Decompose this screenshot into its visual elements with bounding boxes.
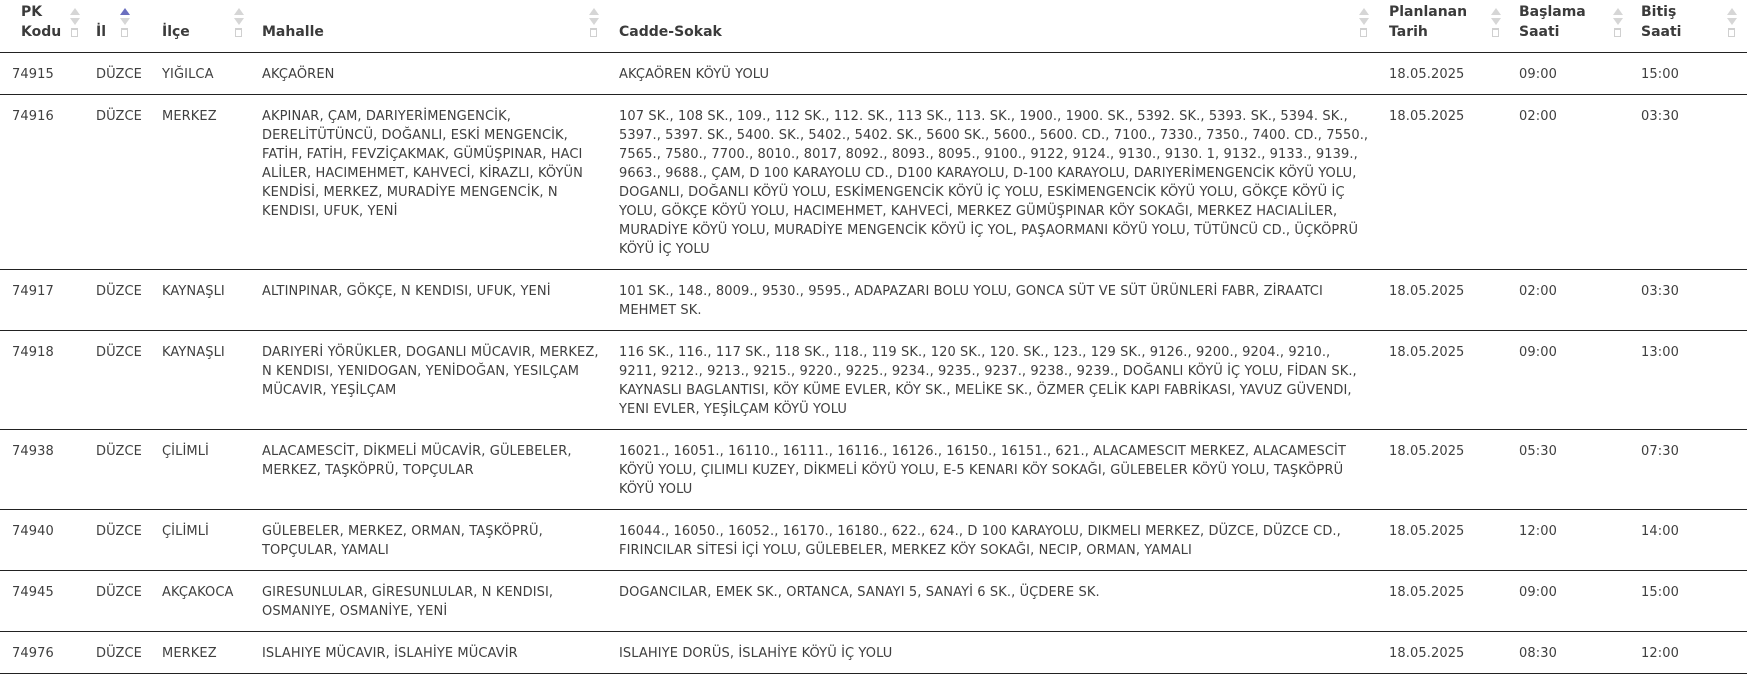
col-header-baslama-saati[interactable]: Başlama Saati bbox=[1511, 0, 1633, 52]
cell-ilce: YIĞILCA bbox=[162, 67, 214, 82]
cell-il: DÜZCE bbox=[96, 524, 142, 539]
sort-arrows-icon[interactable] bbox=[68, 8, 82, 40]
col-header-il[interactable]: İl bbox=[96, 0, 162, 52]
cell-pk-kodu: 74917 bbox=[12, 284, 54, 299]
cell-pk-kodu: 74940 bbox=[12, 524, 54, 539]
cell-bitis-saati: 03:30 bbox=[1641, 284, 1679, 299]
cell-mahalle: ALACAMESCİT, DİKMELİ MÜCAVİR, GÜLEBELER, MERKEZ, TAŞKÖPRÜ, TOPÇULAR bbox=[262, 444, 572, 478]
cell-ilce: AKÇAKOCA bbox=[162, 585, 234, 600]
cell-ilce: KAYNAŞLI bbox=[162, 284, 225, 299]
sort-arrows-icon[interactable] bbox=[232, 8, 246, 40]
cell-baslama-saati: 09:00 bbox=[1519, 67, 1557, 82]
sort-arrows-icon[interactable] bbox=[587, 8, 601, 40]
cell-mahalle: AKÇAÖREN bbox=[262, 67, 335, 82]
cell-ilce: KAYNAŞLI bbox=[162, 345, 225, 360]
filter-icon[interactable] bbox=[1492, 28, 1499, 37]
col-header-pk-kodu[interactable]: PK Kodu bbox=[0, 0, 96, 52]
cell-cadde-sokak: 16044., 16050., 16052., 16170., 16180., 622., 624., D 100 KARAYOLU, DIKMELI MERKEZ, DÜZCE, DÜZCE CD., FIRINCILAR SİTESİ İÇİ YOLU, GÜLEBELER, MERKEZ KÖY SOKAĞI, NECIP, ORMAN, YAMALI bbox=[619, 524, 1341, 558]
sort-arrows-icon[interactable] bbox=[1725, 8, 1739, 40]
cell-mahalle: GÜLEBELER, MERKEZ, ORMAN, TAŞKÖPRÜ, TOPÇULAR, YAMALI bbox=[262, 524, 543, 558]
filter-icon[interactable] bbox=[1614, 28, 1621, 37]
cell-bitis-saati: 07:30 bbox=[1641, 444, 1679, 459]
table-row bbox=[0, 571, 1747, 632]
cell-bitis-saati: 12:00 bbox=[1641, 646, 1679, 661]
cell-pk-kodu: 74938 bbox=[12, 444, 54, 459]
sort-arrows-icon[interactable] bbox=[1611, 8, 1625, 40]
cell-il: DÜZCE bbox=[96, 284, 142, 299]
table-row bbox=[0, 430, 1747, 510]
cell-baslama-saati: 09:00 bbox=[1519, 585, 1557, 600]
cell-cadde-sokak: DOGANCILAR, EMEK SK., ORTANCA, SANAYI 5, SANAYİ 6 SK., ÜÇDERE SK. bbox=[619, 585, 1100, 600]
sort-arrows-icon[interactable] bbox=[118, 8, 132, 40]
cell-planlanan-tarih: 18.05.2025 bbox=[1389, 67, 1465, 82]
cell-pk-kodu: 74915 bbox=[12, 67, 54, 82]
cell-cadde-sokak: AKÇAÖREN KÖYÜ YOLU bbox=[619, 67, 770, 82]
table-row bbox=[0, 510, 1747, 571]
cell-cadde-sokak: ISLAHIYE DORÜS, İSLAHİYE KÖYÜ İÇ YOLU bbox=[619, 646, 893, 661]
filter-icon[interactable] bbox=[1360, 28, 1367, 37]
cell-il: DÜZCE bbox=[96, 109, 142, 124]
cell-cadde-sokak: 116 SK., 116., 117 SK., 118 SK., 118., 119 SK., 120 SK., 120. SK., 123., 129 SK., 9126., 9200., 9204., 9210., 9211, 9212., 9213., 9215., 9220., 9225., 9234., 9235., 9237., 9238., 9239., DOĞANLI KÖYÜ İÇ YOLU, FİDAN SK., KAYNASLI BAGLANTISI, KÖY KÜME EVLER, KÖY SK., MELİKE SK., ÖZMER ÇELİK KAPI FABRİKASI, YAVUZ GÜVENDI, YENI EVLER, YEŞİLÇAM KÖYÜ YOLU bbox=[619, 345, 1357, 417]
table-header bbox=[0, 0, 1747, 53]
table-row bbox=[0, 270, 1747, 331]
filter-icon[interactable] bbox=[121, 28, 128, 37]
cell-planlanan-tarih: 18.05.2025 bbox=[1389, 345, 1465, 360]
cell-pk-kodu: 74916 bbox=[12, 109, 54, 124]
cell-planlanan-tarih: 18.05.2025 bbox=[1389, 109, 1465, 124]
table-row bbox=[0, 95, 1747, 270]
cell-mahalle: GIRESUNLULAR, GİRESUNLULAR, N KENDISI, OSMANIYE, OSMANİYE, YENİ bbox=[262, 585, 554, 619]
table-row bbox=[0, 53, 1747, 95]
cell-planlanan-tarih: 18.05.2025 bbox=[1389, 646, 1465, 661]
cell-planlanan-tarih: 18.05.2025 bbox=[1389, 585, 1465, 600]
cell-mahalle: ALTINPINAR, GÖKÇE, N KENDISI, UFUK, YENİ bbox=[262, 284, 551, 299]
cell-baslama-saati: 08:30 bbox=[1519, 646, 1557, 661]
filter-icon[interactable] bbox=[235, 28, 242, 37]
filter-icon[interactable] bbox=[590, 28, 597, 37]
cell-il: DÜZCE bbox=[96, 67, 142, 82]
cell-ilce: ÇİLİMLİ bbox=[162, 524, 209, 539]
cell-pk-kodu: 74918 bbox=[12, 345, 54, 360]
table-row bbox=[0, 331, 1747, 430]
cell-cadde-sokak: 101 SK., 148., 8009., 9530., 9595., ADAPAZARI BOLU YOLU, GONCA SÜT VE SÜT ÜRÜNLERİ FABR, ZİRAATCI MEHMET SK. bbox=[619, 284, 1323, 318]
cell-il: DÜZCE bbox=[96, 444, 142, 459]
cell-bitis-saati: 15:00 bbox=[1641, 585, 1679, 600]
cell-il: DÜZCE bbox=[96, 646, 142, 661]
cell-mahalle: DARIYERİ YÖRÜKLER, DOGANLI MÜCAVIR, MERKEZ, N KENDISI, YENIDOGAN, YENİDOĞAN, YESILÇAM MÜCAVIR, YEŞİLÇAM bbox=[262, 345, 599, 398]
cell-bitis-saati: 03:30 bbox=[1641, 109, 1679, 124]
cell-ilce: MERKEZ bbox=[162, 109, 217, 124]
cell-ilce: MERKEZ bbox=[162, 646, 217, 661]
cell-bitis-saati: 15:00 bbox=[1641, 67, 1679, 82]
cell-pk-kodu: 74945 bbox=[12, 585, 54, 600]
filter-icon[interactable] bbox=[71, 28, 78, 37]
filter-icon[interactable] bbox=[1728, 28, 1735, 37]
sort-arrows-icon[interactable] bbox=[1489, 8, 1503, 40]
cell-cadde-sokak: 107 SK., 108 SK., 109., 112 SK., 112. SK., 113 SK., 113. SK., 1900., 1900. SK., 5392. SK., 5393. SK., 5394. SK., 5397., 5397. SK., 5400. SK., 5402., 5402. SK., 5600 SK., 5600., 5600. CD., 7100., 7330., 7350., 7400. CD., 7550., 7565., 7580., 7700., 8010., 8017, 8092., 8093., 8095., 9100., 9122, 9124., 9130., 9130. 1, 9132., 9133., 9139., 9663., 9688., ÇAM, D 100 KARAYOLU CD., D100 KARAYOLU, D-100 KARAYOLU, DARIYERİMENGENCİK KÖYÜ YOLU, DOGANLI, DOĞANLI KÖYÜ YOLU, ESKİMENGENCİK KÖYÜ İÇ YOLU, ESKİMENGENCİK KÖYÜ YOLU, GÖKÇE KÖYÜ İÇ YOLU, GÖKÇE KÖYÜ YOLU, HACIMEHMET, KAHVECİ, MERKEZ GÜMÜŞPINAR KÖY SOKAĞI, MERKEZ HACIALİLER, MURADİYE KÖYÜ YOLU, MURADİYE MENGENCİK KÖYÜ İÇ YOL, PAŞAORMANI KÖYÜ YOLU, TÜTÜNCÜ CD., ÜÇKÖPRÜ KÖYÜ İÇ YOLU bbox=[619, 109, 1369, 257]
cell-mahalle: ISLAHIYE MÜCAVIR, İSLAHİYE MÜCAVİR bbox=[262, 646, 518, 661]
cell-pk-kodu: 74976 bbox=[12, 646, 54, 661]
cell-planlanan-tarih: 18.05.2025 bbox=[1389, 524, 1465, 539]
col-header-cadde-sokak[interactable]: Cadde-Sokak bbox=[611, 0, 1381, 52]
cell-baslama-saati: 02:00 bbox=[1519, 109, 1557, 124]
col-header-mahalle[interactable]: Mahalle bbox=[254, 0, 611, 52]
cell-baslama-saati: 09:00 bbox=[1519, 345, 1557, 360]
cell-il: DÜZCE bbox=[96, 585, 142, 600]
cell-mahalle: AKPINAR, ÇAM, DARIYERİMENGENCİK, DERELİTÜTÜNCÜ, DOĞANLI, ESKİ MENGENCİK, FATİH, FATİH, FEVZİÇAKMAK, GÜMÜŞPINAR, HACI ALİLER, HACIMEHMET, KAHVECİ, KİRAZLI, KÖYÜN KENDİSİ, MERKEZ, MURADİYE MENGENCİK, N KENDISI, UFUK, YENİ bbox=[262, 109, 583, 219]
cell-bitis-saati: 14:00 bbox=[1641, 524, 1679, 539]
col-header-ilce[interactable]: İlçe bbox=[162, 0, 254, 52]
col-header-bitis-saati[interactable]: Bitiş Saati bbox=[1633, 0, 1747, 52]
cell-baslama-saati: 02:00 bbox=[1519, 284, 1557, 299]
cell-bitis-saati: 13:00 bbox=[1641, 345, 1679, 360]
cell-planlanan-tarih: 18.05.2025 bbox=[1389, 284, 1465, 299]
cell-ilce: ÇİLİMLİ bbox=[162, 444, 209, 459]
cell-baslama-saati: 12:00 bbox=[1519, 524, 1557, 539]
cell-planlanan-tarih: 18.05.2025 bbox=[1389, 444, 1465, 459]
cell-baslama-saati: 05:30 bbox=[1519, 444, 1557, 459]
cell-cadde-sokak: 16021., 16051., 16110., 16111., 16116., 16126., 16150., 16151., 621., ALACAMESCIT MERKEZ, ALACAMESCİT KÖYÜ YOLU, ÇILIMLI KUZEY, DİKMELİ KÖYÜ YOLU, E-5 KENARI KÖY SOKAĞI, GÜLEBELER KÖYÜ YOLU, TAŞKÖPRÜ KÖYÜ YOLU bbox=[619, 444, 1347, 497]
sort-arrows-icon[interactable] bbox=[1357, 8, 1371, 40]
col-header-planlanan-tarih[interactable]: Planlanan Tarih bbox=[1381, 0, 1511, 52]
table-row bbox=[0, 632, 1747, 674]
cell-il: DÜZCE bbox=[96, 345, 142, 360]
